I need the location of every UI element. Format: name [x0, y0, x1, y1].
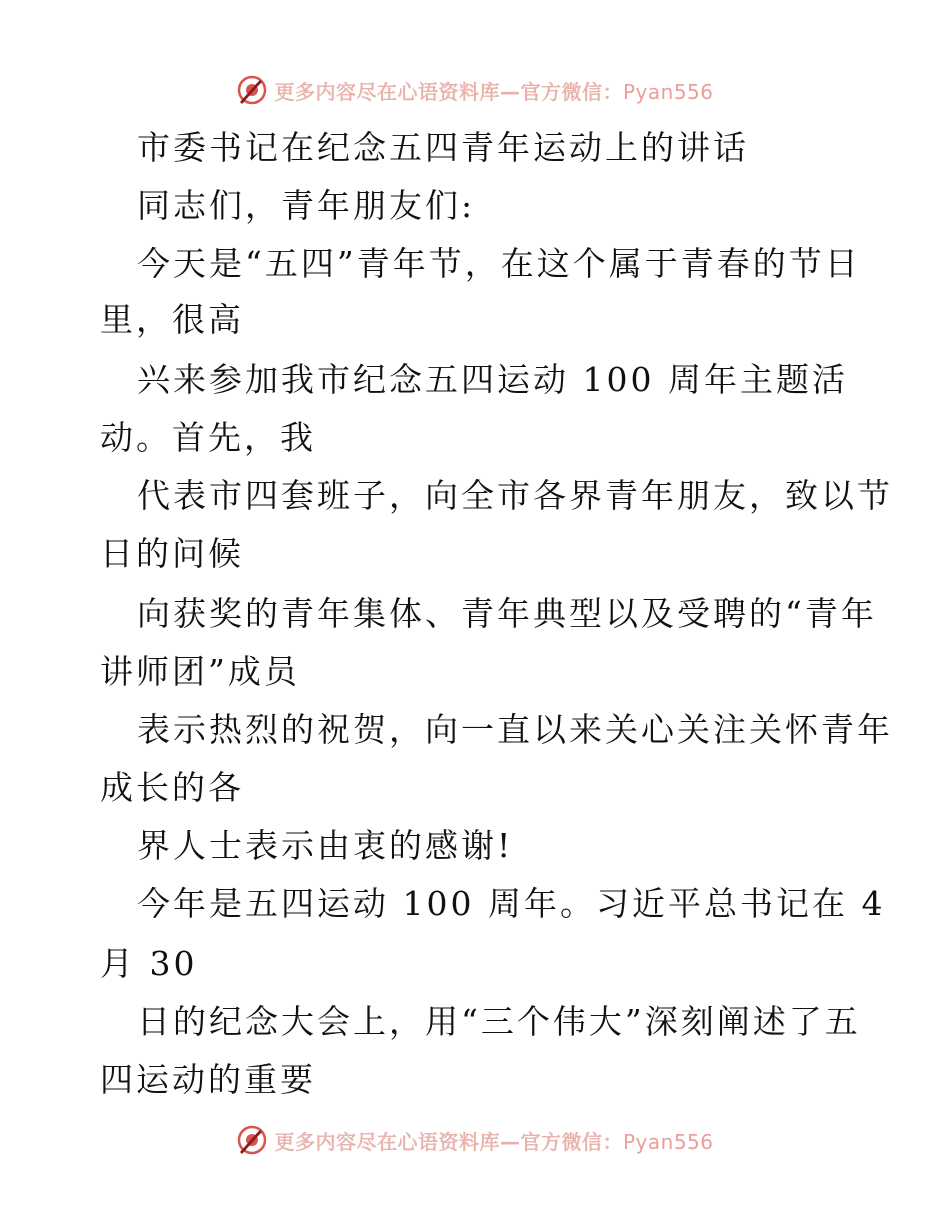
text-line: 成长的各: [100, 768, 244, 807]
quill-seal-icon: [236, 1124, 268, 1156]
text-line: 今年是五四运动 100 周年。习近平总书记在 4: [137, 884, 886, 923]
text-line: 动。首先，我: [100, 418, 316, 457]
text-line: 表示热烈的祝贺，向一直以来关心关注关怀青年: [137, 710, 893, 749]
document-title: 市委书记在纪念五四青年运动上的讲话: [137, 128, 749, 167]
text-line: 月 30: [100, 944, 198, 983]
watermark-handle: Pyan556: [622, 1129, 714, 1154]
text-line: 界人士表示由衷的感谢!: [137, 826, 514, 865]
watermark-handle: Pyan556: [622, 79, 714, 104]
text-line: 里，很高: [100, 300, 244, 339]
text-line: 日的问候: [100, 534, 244, 573]
text-line: 兴来参加我市纪念五四运动 100 周年主题活: [137, 360, 848, 399]
quill-seal-icon: [236, 74, 268, 106]
text-line: 日的纪念大会上，用“三个伟大”深刻阐述了五: [137, 1002, 861, 1041]
text-line: 今天是“五四”青年节，在这个属于青春的节日: [137, 244, 861, 283]
footer-watermark: [0, 1120, 950, 1160]
salutation: 同志们，青年朋友们:: [137, 186, 476, 225]
watermark-text: 更多内容尽在心语资料库—官方微信：Pyan556: [274, 1129, 714, 1154]
header-watermark: [0, 70, 950, 110]
text-line: 代表市四套班子，向全市各界青年朋友，致以节: [137, 476, 893, 515]
text-line: 向获奖的青年集体、青年典型以及受聘的“青年: [137, 594, 877, 633]
text-line: 四运动的重要: [100, 1060, 316, 1099]
watermark-text: 更多内容尽在心语资料库—官方微信：Pyan556: [274, 79, 714, 104]
text-line: 讲师团”成员: [100, 652, 300, 691]
